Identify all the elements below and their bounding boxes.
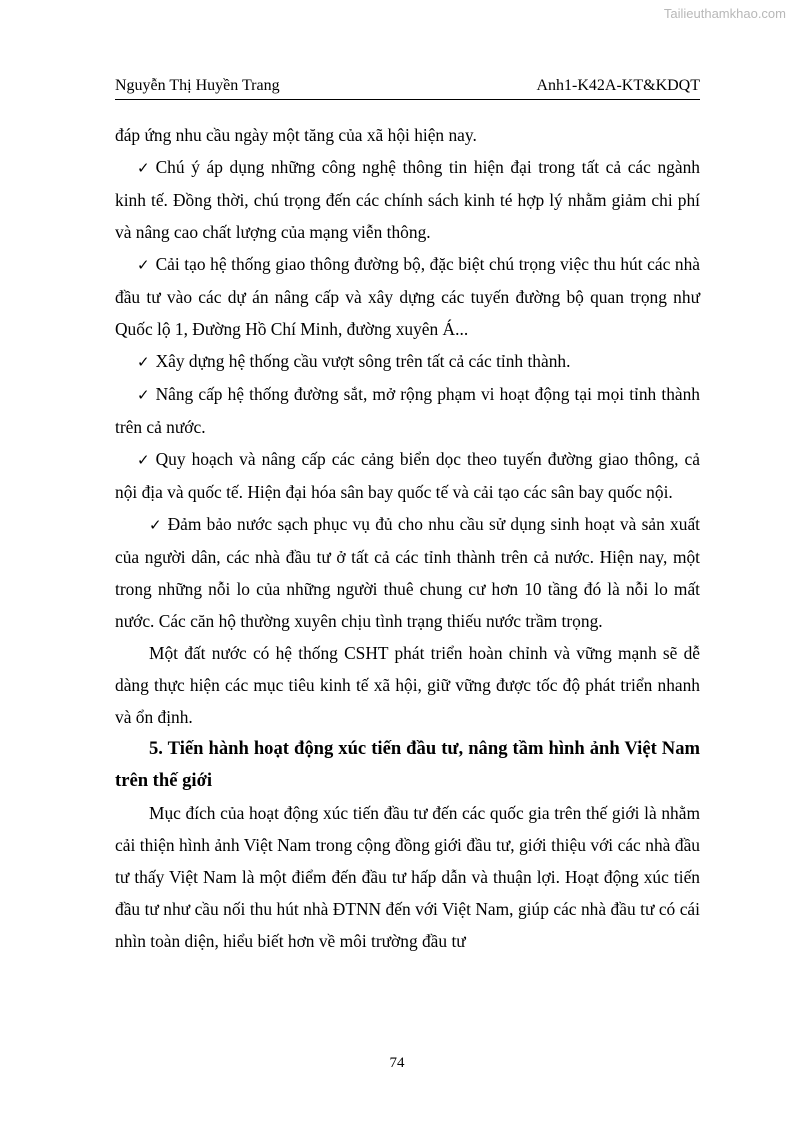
running-header <box>115 77 700 95</box>
bullet-seaports-airports <box>115 443 700 508</box>
section-heading: 5. Tiến hành hoạt động xúc tiến đầu tư, nâng tầm hình ảnh Việt Nam trên thế giới <box>115 738 700 791</box>
paragraph-continuation: đáp ứng nhu cầu ngày một tăng của xã hội hiện nay. <box>115 125 477 145</box>
watermark: Tailieuthamkhao.com <box>663 6 786 21</box>
bullet-road-system <box>115 248 700 345</box>
header-class-code: Anh1-K42A-KT&KDQT <box>536 77 700 94</box>
bullet-text: Nâng cấp hệ thống đường sắt, mở rộng phạm vi hoạt động tại mọi tỉnh thành trên cả nước. <box>115 384 700 437</box>
checkmark-icon: ✓ <box>137 386 150 404</box>
bullet-bridges <box>115 345 700 378</box>
paragraph-infrastructure-summary: Một đất nước có hệ thống CSHT phát triển hoàn chỉnh và vững mạnh sẽ dễ dàng thực hiện các mục tiêu kinh tế xã hội, giữ vững được tốc độ phát triển nhanh và ổn định. <box>115 643 700 727</box>
checkmark-icon: ✓ <box>137 256 150 274</box>
bullet-it-application <box>115 151 700 248</box>
page-number: 74 <box>389 1055 405 1071</box>
checkmark-icon: ✓ <box>137 159 150 177</box>
bullet-clean-water <box>115 508 700 637</box>
header-author: Nguyễn Thị Huyền Trang <box>115 77 280 94</box>
checkmark-icon: ✓ <box>149 516 162 534</box>
page-body <box>115 119 700 957</box>
checkmark-icon: ✓ <box>137 451 150 469</box>
header-divider <box>115 99 700 100</box>
bullet-text: Quy hoạch và nâng cấp các cảng biển dọc theo tuyến đường giao thông, cả nội địa và quốc tế. Hiện đại hóa sân bay quốc tế và cải tạo các sân bay quốc nội. <box>115 449 700 502</box>
bullet-text: Chú ý áp dụng những công nghệ thông tin hiện đại trong tất cả các ngành kinh tế. Đồng thời, chú trọng đến các chính sách kinh té hợp lý nhằm giảm chi phí và nâng cao chất lượng của mạng viễn thông. <box>115 157 700 242</box>
checkmark-icon: ✓ <box>137 353 150 371</box>
bullet-text: Cải tạo hệ thống giao thông đường bộ, đặc biệt chú trọng việc thu hút các nhà đầu tư vào các dự án nâng cấp và xây dựng các tuyến đường bộ quan trọng như Quốc lộ 1, Đường Hồ Chí Minh, đường xuyên Á... <box>115 254 700 339</box>
bullet-railway <box>115 378 700 443</box>
bullet-text: Xây dựng hệ thống cầu vượt sông trên tất cả các tỉnh thành. <box>155 351 571 371</box>
paragraph-investment-promotion: Mục đích của hoạt động xúc tiến đầu tư đến các quốc gia trên thế giới là nhằm cải thiện hình ảnh Việt Nam trong cộng đồng giới đầu tư, giới thiệu với các nhà đầu tư thấy Việt Nam là một điểm đến đầu tư hấp dẫn và thuận lợi. Hoạt động xúc tiến đầu tư như cầu nối thu hút nhà ĐTNN đến với Việt Nam, giúp các nhà đầu tư có cái nhìn toàn diện, hiểu biết hơn về môi trường đầu tư <box>115 803 700 951</box>
bullet-text: Đảm bảo nước sạch phục vụ đủ cho nhu cầu sử dụng sinh hoạt và sản xuất của người dân, các nhà đầu tư ở tất cả các tỉnh thành trên cả nước. Hiện nay, một trong những nỗi lo của những người thuê chung cư hơn 10 tầng đó là nỗi lo mất nước. Các căn hộ thường xuyên chịu tình trạng thiếu nước trầm trọng. <box>115 514 700 631</box>
